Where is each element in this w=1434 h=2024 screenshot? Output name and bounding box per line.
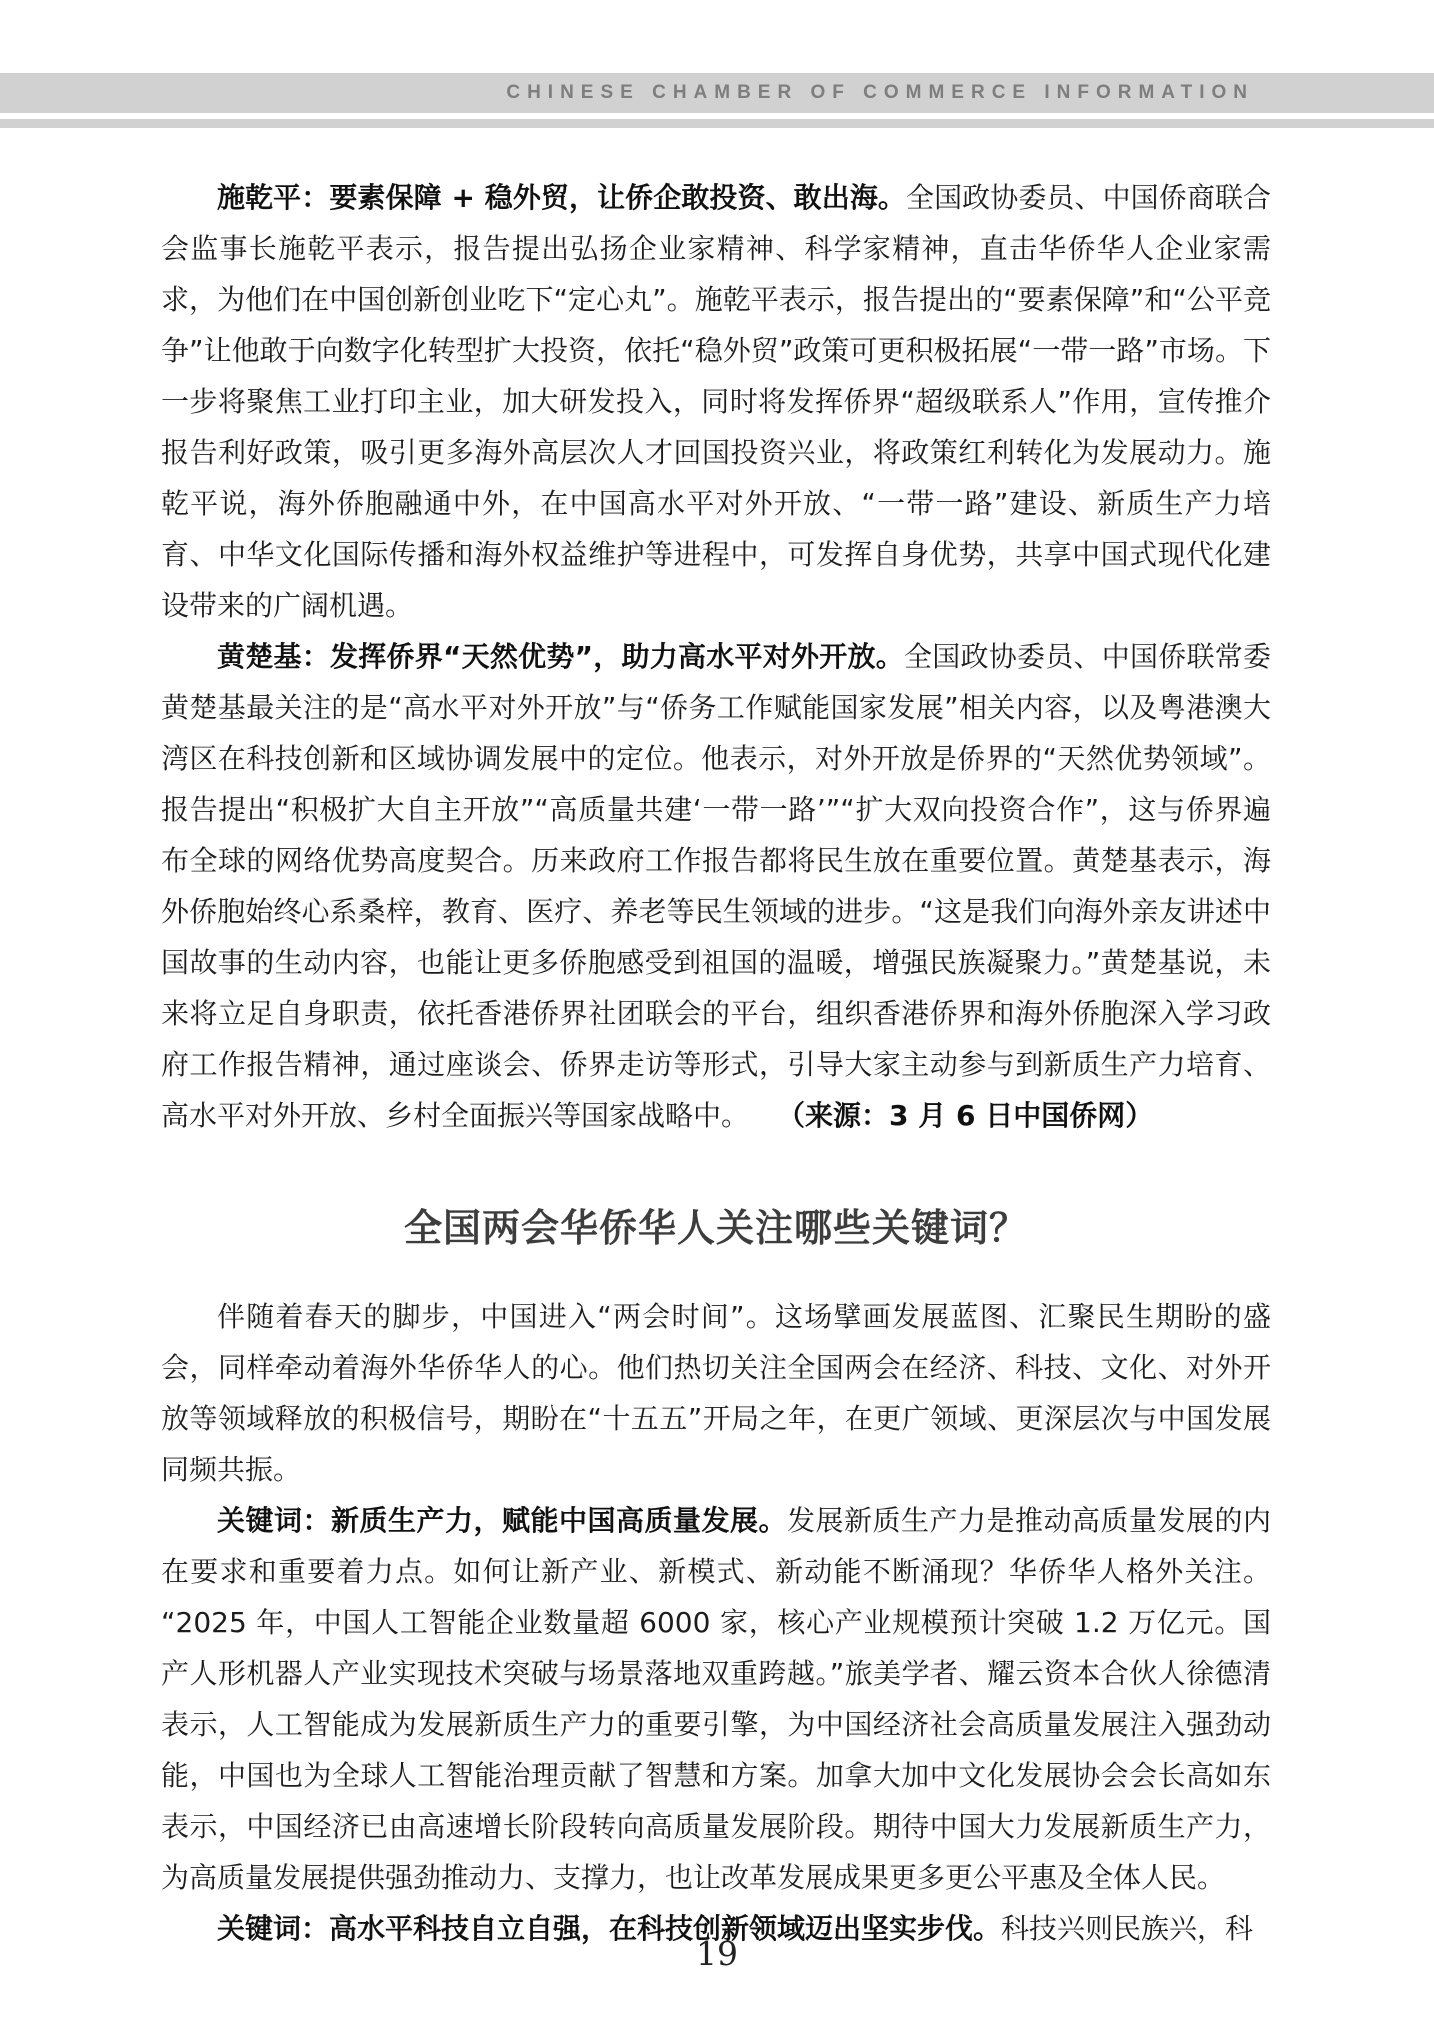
header-banner: [0, 73, 1434, 113]
paragraph-huang-chuji: [161, 631, 1271, 1141]
paragraph-shi-qianping: [161, 172, 1271, 631]
paragraph-body: 伴随着春天的脚步，中国进入“两会时间”。这场擘画发展蓝图、汇聚民生期盼的盛会，同样牵动着海外华侨华人的心。他们热切关注全国两会在经济、科技、文化、对外开放等领域释放的积极信号，期盼在“十五五”开局之年，在更广领域、更深层次与中国发展同频共振。: [161, 1300, 1271, 1486]
paragraph-keyword-productivity: [161, 1495, 1271, 1903]
paragraph-body: 发展新质生产力是推动高质量发展的内在要求和重要着力点。如何让新产业、新模式、新动能不断涌现？华侨华人格外关注。“2025 年，中国人工智能企业数量超 6000 家，核心产业规模预计突破 1.2 万亿元。国产人形机器人产业实现技术突破与场景落地双重跨越。”旅美学者、耀云资本合伙人徐德清表示，人工智能成为发展新质生产力的重要引擎，为中国经济社会高质量发展注入强劲动能，中国也为全球人工智能治理贡献了智慧和方案。加拿大加中文化发展协会会长高如东表示，中国经济已由高速增长阶段转向高质量发展阶段。期待中国大力发展新质生产力，为高质量发展提供强劲推动力、支撑力，也让改革发展成果更多更公平惠及全体人民。: [161, 1504, 1271, 1894]
paragraph-body: 全国政协委员、中国侨联常委黄楚基最关注的是“高水平对外开放”与“侨务工作赋能国家发展”相关内容，以及粤港澳大湾区在科技创新和区域协调发展中的定位。他表示，对外开放是侨界的“天然优势领域”。报告提出“积极扩大自主开放”“高质量共建‘一带一路’”“扩大双向投资合作”，这与侨界遍布全球的网络优势高度契合。历来政府工作报告都将民生放在重要位置。黄楚基表示，海外侨胞始终心系桑梓，教育、医疗、养老等民生领域的进步。“这是我们向海外亲友讲述中国故事的生动内容，也能让更多侨胞感受到祖国的温暖，增强民族凝聚力。”黄楚基说，未来将立足自身职责，依托香港侨界社团联会的平台，组织香港侨界和海外侨胞深入学习政府工作报告精神，通过座谈会、侨界走访等形式，引导大家主动参与到新质生产力培育、高水平对外开放、乡村全面振兴等国家战略中。: [161, 640, 1271, 1132]
paragraph-lead: 施乾平：要素保障 + 稳外贸，让侨企敢投资、敢出海。: [217, 181, 906, 214]
paragraph-lead: 关键词：新质生产力，赋能中国高质量发展。: [217, 1504, 787, 1537]
paragraph-lead: 黄楚基：发挥侨界“天然优势”，助力高水平对外开放。: [217, 640, 905, 673]
paragraph-lead: 关键词：高水平科技自立自强，在科技创新领域迈出坚实步伐。: [217, 1912, 1002, 1945]
paragraph-intro: [161, 1291, 1271, 1495]
header-banner-title: CHINESE CHAMBER OF COMMERCE INFORMATION: [506, 82, 1254, 103]
page-number: 19: [696, 1934, 738, 1973]
paragraph-body: 科技兴则民族兴，科: [1001, 1912, 1254, 1945]
header-divider-bar: [0, 119, 1434, 128]
paragraph-body: 全国政协委员、中国侨商联合会监事长施乾平表示，报告提出弘扬企业家精神、科学家精神，直击华侨华人企业家需求，为他们在中国创新创业吃下“定心丸”。施乾平表示，报告提出的“要素保障”和“公平竞争”让他敢于向数字化转型扩大投资，依托“稳外贸”政策可更积极拓展“一带一路”市场。下一步将聚焦工业打印主业，加大研发投入，同时将发挥侨界“超级联系人”作用，宣传推介报告利好政策，吸引更多海外高层次人才回国投资兴业，将政策红利转化为发展动力。施乾平说，海外侨胞融通中外，在中国高水平对外开放、“一带一路”建设、新质生产力培育、中华文化国际传播和海外权益维护等进程中，可发挥自身优势，共享中国式现代化建设带来的广阔机遇。: [161, 181, 1271, 622]
page-content: [161, 172, 1271, 1954]
article-title: 全国两会华侨华人关注哪些关键词？: [403, 1206, 1028, 1250]
source-note: （来源：3 月 6 日中国侨网）: [791, 1099, 1154, 1132]
